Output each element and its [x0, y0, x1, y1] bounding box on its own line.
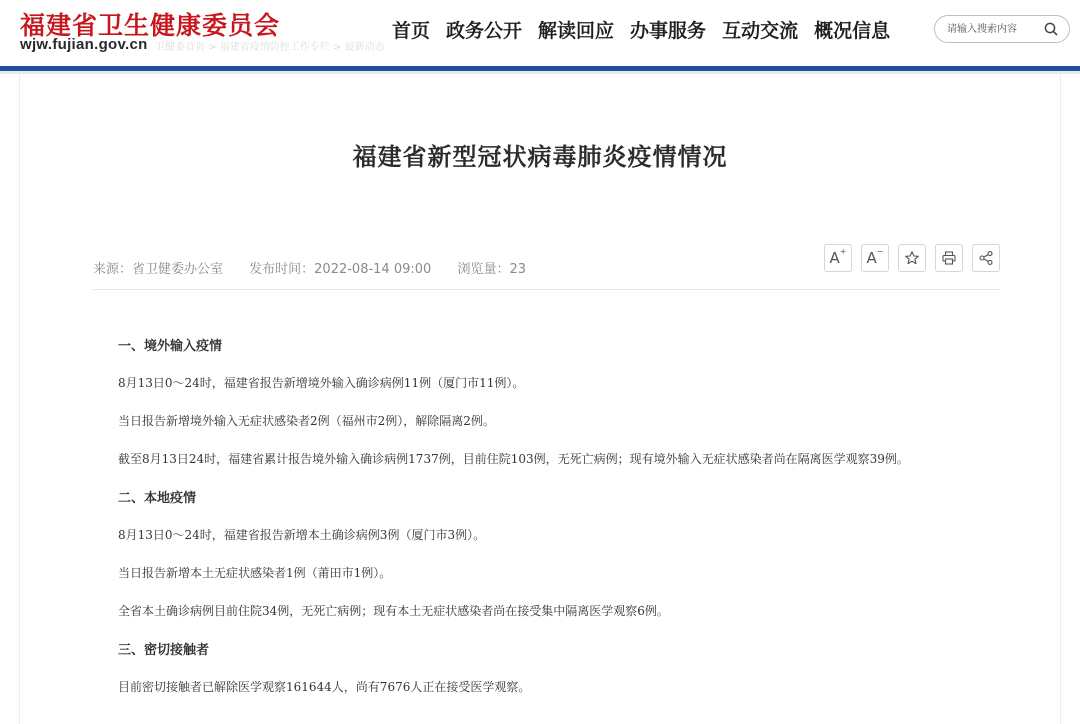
- print-button[interactable]: [935, 244, 963, 272]
- article-meta: [93, 258, 548, 277]
- font-decrease-icon: A−: [866, 247, 884, 267]
- search-box: [934, 15, 1070, 43]
- star-icon: [904, 250, 920, 266]
- nav-item-interaction[interactable]: 互动交流: [722, 20, 799, 42]
- print-icon: [941, 250, 957, 266]
- search-input[interactable]: [947, 21, 1037, 37]
- article-paragraph: 全省本土确诊病例目前住院34例，无死亡病例；现有本土无症状感染者尚在接受集中隔离医学观察6例。: [118, 604, 669, 618]
- article-view-count: 浏览量：23: [457, 262, 526, 277]
- article-paragraph: 当日报告新增本土无症状感染者1例（莆田市1例）。: [118, 566, 392, 580]
- meta-divider: [93, 289, 1000, 290]
- nav-item-home[interactable]: 首页: [392, 20, 431, 42]
- nav-item-services[interactable]: 办事服务: [630, 20, 707, 42]
- section-heading: 一、境外输入疫情: [118, 339, 223, 354]
- article-source: 来源：省卫健委办公室: [93, 262, 224, 277]
- section-heading: 二、本地疫情: [118, 491, 197, 506]
- article-toolbar: [824, 244, 1009, 272]
- nav-item-government-affairs[interactable]: 政务公开: [446, 20, 523, 42]
- article-paragraph: 目前密切接触者已解除医学观察161644人，尚有7676人正在接受医学观察。: [118, 680, 531, 694]
- section-heading: 三、密切接触者: [118, 643, 210, 658]
- main-nav: [392, 16, 906, 43]
- share-icon: [978, 250, 994, 266]
- breadcrumb[interactable]: 卫健委首页 > 福建省疫情防控工作专栏 > 最新动态: [155, 42, 385, 53]
- font-increase-button[interactable]: [824, 244, 852, 272]
- favorite-button[interactable]: [898, 244, 926, 272]
- article-publish-time: 发布时间：2022-08-14 09:00: [249, 262, 432, 277]
- article-paragraph: 截至8月13日24时，福建省累计报告境外输入确诊病例1737例，目前住院103例，无死亡病例；现有境外输入无症状感染者尚在隔离医学观察39例。: [118, 452, 909, 466]
- site-logo-title[interactable]: 福建省卫生健康委员会: [20, 11, 281, 40]
- search-icon[interactable]: [1043, 21, 1059, 37]
- site-header: [0, 0, 1080, 66]
- article-paragraph: 8月13日0～24时，福建省报告新增境外输入确诊病例11例（厦门市11例）。: [118, 376, 525, 390]
- site-logo-url: wjw.fujian.gov.cn: [20, 36, 148, 53]
- share-button[interactable]: [972, 244, 1000, 272]
- font-decrease-button[interactable]: [861, 244, 889, 272]
- nav-item-overview[interactable]: 概况信息: [814, 20, 891, 42]
- nav-item-interpretation[interactable]: 解读回应: [538, 20, 615, 42]
- article-paragraph: 8月13日0～24时，福建省报告新增本土确诊病例3例（厦门市3例）。: [118, 528, 486, 542]
- font-increase-icon: A+: [829, 247, 847, 267]
- article-title: 福建省新型冠状病毒肺炎疫情情况: [352, 143, 728, 171]
- article-paragraph: 当日报告新增境外输入无症状感染者2例（福州市2例），解除隔离2例。: [118, 414, 495, 428]
